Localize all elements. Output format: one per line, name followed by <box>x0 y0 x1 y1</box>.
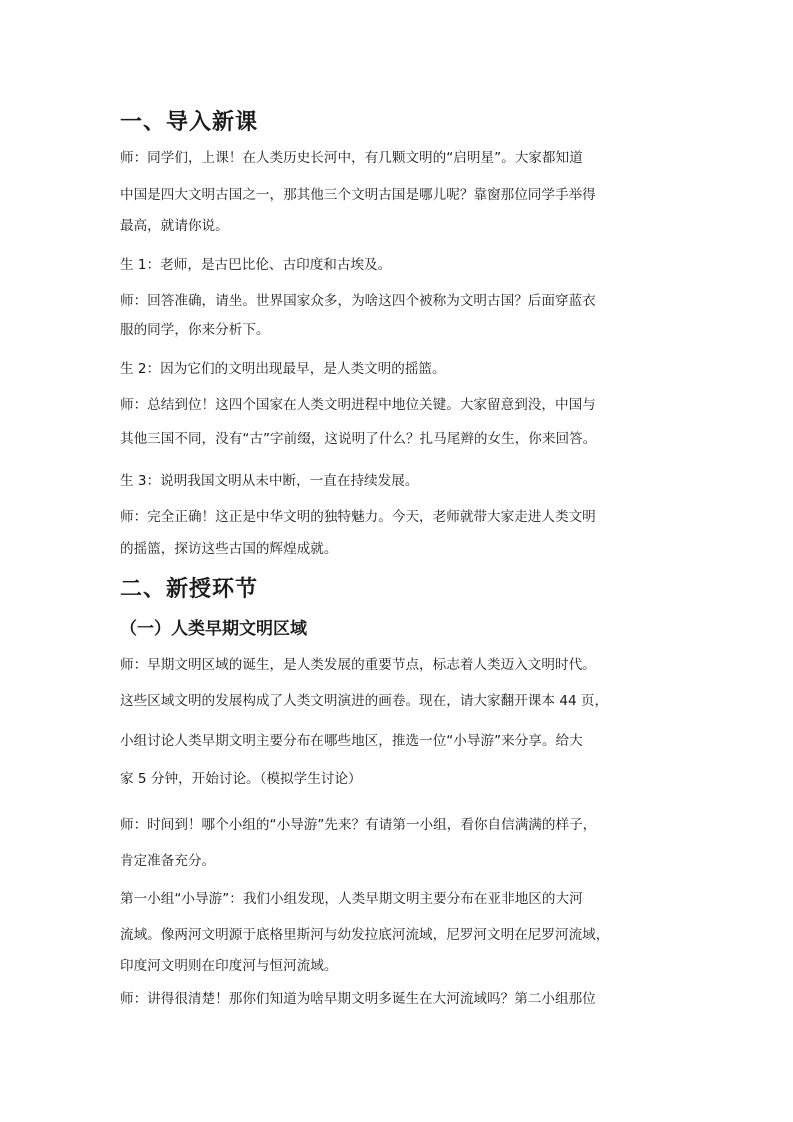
paragraph-line: 师：讲得很清楚！那你们知道为啥早期文明多诞生在大河流域吗？第二小组那位 <box>120 991 596 1007</box>
subsection-title: （一）人类早期文明区域 <box>120 619 307 639</box>
paragraph-line: 小组讨论人类早期文明主要分布在哪些地区，推选一位“小导游”来分享。给大 <box>120 733 583 749</box>
paragraph-line: 印度河文明则在印度河与恒河流域。 <box>120 958 338 974</box>
paragraph-line: 肯定准备充分。 <box>120 853 216 869</box>
paragraph-line: 家 5 分钟，开始讨论。（模拟学生讨论） <box>120 771 362 787</box>
paragraph-line: 生 2：因为它们的文明出现最早，是人类文明的摇篮。 <box>120 361 446 377</box>
section-title-new-lesson: 二、新授环节 <box>120 577 259 602</box>
paragraph-line: 这些区域文明的发展构成了人类文明演进的画卷。现在，请大家翻开课本 44 页， <box>120 693 609 709</box>
paragraph-line: 流域。像两河文明源于底格里斯河与幼发拉底河流域，尼罗河文明在尼罗河流域， <box>120 927 610 943</box>
paragraph-line: 最高，就请你说。 <box>120 218 229 234</box>
paragraph-line: 师：回答准确，请坐。世界国家众多，为啥这四个被称为文明古国？后面穿蓝衣 <box>120 293 596 309</box>
paragraph-line: 生 3：说明我国文明从未中断，一直在持续发展。 <box>120 473 419 489</box>
paragraph-line: 第一小组“小导游”：我们小组发现，人类早期文明主要分布在亚非地区的大河 <box>120 891 583 907</box>
paragraph-line: 师：完全正确！这正是中华文明的独特魅力。今天，老师就带大家走进人类文明 <box>120 509 596 525</box>
paragraph-line: 生 1：老师，是古巴比伦、古印度和古埃及。 <box>120 257 392 273</box>
paragraph-line: 服的同学，你来分析下。 <box>120 322 270 338</box>
paragraph-line: 的摇篮，探访这些古国的辉煌成就。 <box>120 541 338 557</box>
paragraph-line: 中国是四大文明古国之一，那其他三个文明古国是哪儿呢？靠窗那位同学手举得 <box>120 187 596 203</box>
paragraph-line: 其他三国不同，没有“古”字前缀，这说明了什么？扎马尾辫的女生，你来回答。 <box>120 431 597 447</box>
paragraph-line: 师：早期文明区域的诞生，是人类发展的重要节点，标志着人类迈入文明时代。 <box>120 657 596 673</box>
paragraph-line: 师：总结到位！这四个国家在人类文明进程中地位关键。大家留意到没，中国与 <box>120 397 596 413</box>
section-title-intro: 一、导入新课 <box>120 110 259 135</box>
paragraph-line: 师：时间到！哪个小组的“小导游”先来？有请第一小组，看你自信满满的样子， <box>120 817 597 833</box>
paragraph-line: 师：同学们，上课！在人类历史长河中，有几颗文明的“启明星”。大家都知道 <box>120 150 583 166</box>
